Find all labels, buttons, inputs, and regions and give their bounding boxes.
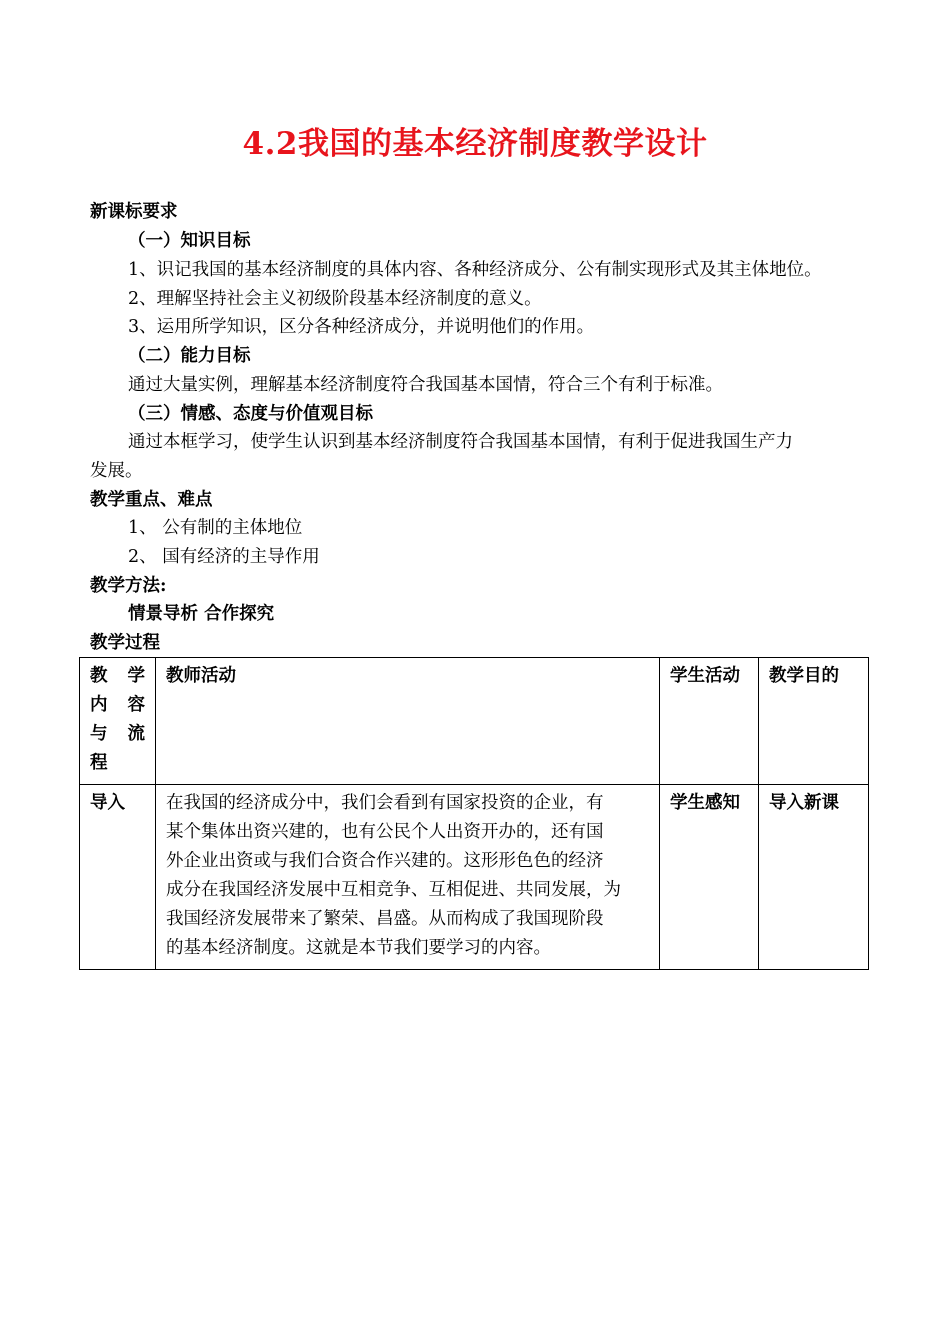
keypoint-item: 1、 公有制的主体地位 — [128, 518, 303, 538]
header-teacher-activity: 教师活动 — [156, 658, 660, 785]
method-heading: 教学方法: — [90, 576, 167, 596]
knowledge-heading: （一）知识目标 — [128, 231, 251, 251]
document-title: 4.2我国的基本经济制度教学设计 — [242, 126, 708, 162]
teacher-activity-line: 外企业出资或与我们合资合作兴建的。这形形色色的经济 — [166, 851, 604, 871]
knowledge-item: 1、识记我国的基本经济制度的具体内容、各种经济成分、公有制实现形式及其主体地位。 — [128, 260, 822, 280]
teacher-activity-line: 成分在我国经济发展中互相竞争、互相促进、共同发展，为 — [166, 880, 621, 900]
teaching-purpose-cell: 导入新课 — [759, 785, 869, 970]
keypoints-heading: 教学重点、难点 — [90, 490, 213, 510]
table-header-row — [80, 658, 869, 785]
emotion-text-continued: 发展。 — [90, 461, 143, 481]
requirements-heading: 新课标要求 — [90, 202, 178, 222]
header-student-activity: 学生活动 — [660, 658, 759, 785]
table-row — [80, 785, 869, 970]
method-text: 情景导析 合作探究 — [128, 604, 275, 624]
emotion-heading: （三）情感、态度与价值观目标 — [128, 404, 373, 424]
student-activity-cell: 学生感知 — [660, 785, 759, 970]
header-teaching-purpose: 教学目的 — [759, 658, 869, 785]
header-line: 教 学 — [90, 666, 145, 686]
teacher-activity-line: 我国经济发展带来了繁荣、昌盛。从而构成了我国现阶段 — [166, 909, 604, 929]
ability-text: 通过大量实例，理解基本经济制度符合我国基本国情，符合三个有利于标准。 — [128, 375, 723, 395]
knowledge-item: 3、运用所学知识，区分各种经济成分，并说明他们的作用。 — [128, 317, 595, 337]
keypoint-item: 2、 国有经济的主导作用 — [128, 547, 320, 567]
header-line: 与 流 — [90, 724, 145, 744]
knowledge-item: 2、理解坚持社会主义初级阶段基本经济制度的意义。 — [128, 289, 542, 309]
emotion-text: 通过本框学习，使学生认识到基本经济制度符合我国基本国情，有利于促进我国生产力 — [128, 432, 793, 452]
header-line: 程 — [90, 753, 108, 773]
process-heading: 教学过程 — [90, 633, 160, 653]
header-line: 内 容 — [90, 695, 145, 715]
teacher-activity-line: 在我国的经济成分中，我们会看到有国家投资的企业，有 — [166, 793, 604, 813]
ability-heading: （二）能力目标 — [128, 346, 251, 366]
process-table — [79, 657, 869, 970]
teacher-activity-cell — [156, 785, 660, 970]
teacher-activity-line: 某个集体出资兴建的，也有公民个人出资开办的，还有国 — [166, 822, 604, 842]
stage-cell: 导入 — [80, 785, 156, 970]
teacher-activity-line: 的基本经济制度。这就是本节我们要学习的内容。 — [166, 938, 551, 958]
header-content-flow — [80, 658, 156, 785]
